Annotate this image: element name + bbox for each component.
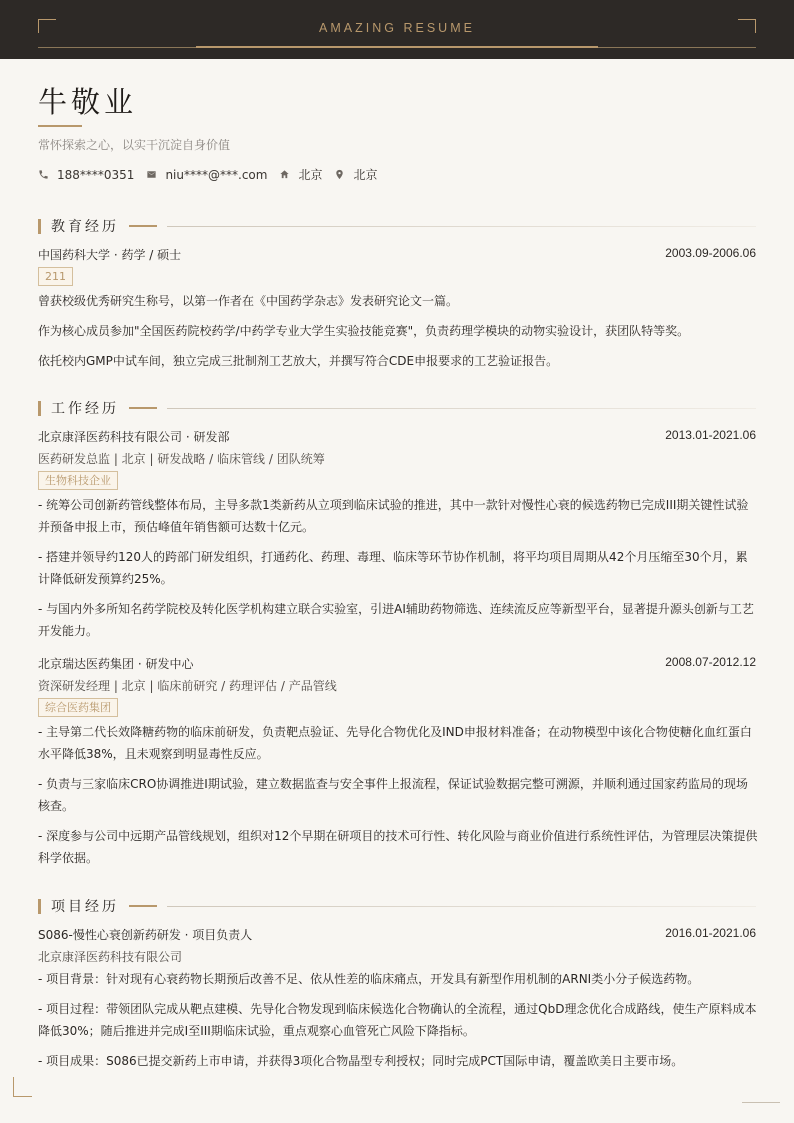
section-education-header <box>38 218 756 234</box>
phone-text: 188****0351 <box>57 167 135 182</box>
education-tag: 211 <box>38 267 73 286</box>
banner-divider-accent <box>196 46 598 48</box>
work-date: 2013.01-2021.06 <box>665 428 756 442</box>
work-position: 资深研发经理 | 北京 | 临床前研究 / 药理评估 / 产品管线 <box>38 679 337 693</box>
contact-phone <box>38 168 134 182</box>
contact-location <box>334 166 377 183</box>
section-accent-line <box>129 905 157 907</box>
education-school: 中国药科大学 · 药学 / 硕士 <box>38 248 182 262</box>
work-tag: 生物科技企业 <box>38 471 118 490</box>
mail-icon <box>146 169 157 180</box>
project-detail: - 项目成果：S086已提交新药上市申请，并获得3项化合物晶型专利授权；同时完成PCT国际申请，覆盖欧美日主要市场。 <box>38 1054 684 1068</box>
education-date: 2003.09-2006.06 <box>665 246 756 260</box>
work-company: 北京康泽医药科技有限公司 · 研发部 <box>38 430 230 444</box>
section-marker <box>38 219 41 234</box>
home-icon <box>279 169 290 180</box>
education-detail: 曾获校级优秀研究生称号，以第一作者在《中国药学杂志》发表研究论文一篇。 <box>38 294 459 308</box>
section-work-header <box>38 400 756 416</box>
section-divider <box>167 906 756 907</box>
section-marker <box>38 899 41 914</box>
contact-info <box>38 166 389 183</box>
section-accent-line <box>129 407 157 409</box>
work-company: 北京瑞达医药集团 · 研发中心 <box>38 657 194 671</box>
work-position: 医药研发总监 | 北京 | 研发战略 / 临床管线 / 团队统筹 <box>38 452 325 466</box>
banner-title: AMAZING RESUME <box>319 21 475 35</box>
work-detail: - 与国内外多所知名药学院校及转化医学机构建立联合实验室，引进AI辅助药物筛选、连续流反应等新型平台，显著提升源头创新与工艺开发能力。 <box>38 602 754 638</box>
work-detail: - 主导第二代长效降糖药物的临床前研发，负责靶点验证、先导化合物优化及IND申报材料准备；在动物模型中该化合物使糖化血红蛋白水平降低38%，且未观察到明显毒性反应。 <box>38 725 752 761</box>
work-detail: - 统筹公司创新药管线整体布局，主导多款1类新药从立项到临床试验的推进，其中一款针对慢性心衰的候选药物已完成III期关键性试验并预备申报上市，预估峰值年销售额可达数十亿元。 <box>38 498 749 534</box>
education-detail: 作为核心成员参加"全国医药院校药学/中药学专业大学生实验技能竞赛"，负责药理学模块的动物实验设计，获团队特等奖。 <box>38 324 690 338</box>
name-underline <box>38 125 82 127</box>
section-title: 教育经历 <box>51 219 119 235</box>
project-detail: - 项目背景：针对现有心衰药物长期预后改善不足、依从性差的临床痛点，开发具有新型作用机制的ARNI类小分子候选药物。 <box>38 972 700 986</box>
section-title: 工作经历 <box>51 401 119 417</box>
section-marker <box>38 401 41 416</box>
candidate-tagline: 常怀探索之心，以实干沉淀自身价值 <box>38 138 231 152</box>
contact-hometown <box>279 166 322 183</box>
header-banner <box>0 0 794 59</box>
work-detail: - 搭建并领导约120人的跨部门研发组织，打通药化、药理、毒理、临床等环节协作机制，将平均项目周期从42个月压缩至30个月，累计降低研发预算约25%。 <box>38 550 748 586</box>
education-detail: 依托校内GMP中试车间，独立完成三批制剂工艺放大，并撰写符合CDE申报要求的工艺验证报告。 <box>38 354 559 368</box>
project-name: S086-慢性心衰创新药研发 · 项目负责人 <box>38 928 253 942</box>
project-detail: - 项目过程：带领团队完成从靶点建模、先导化合物发现到临床候选化合物确认的全流程，通过QbD理念优化合成路线，使生产原料成本降低30%；随后推进并完成I至III期临床试验，重点观察心血管死亡风险下降指标。 <box>38 1002 757 1038</box>
work-detail: - 深度参与公司中远期产品管线规划，组织对12个早期在研项目的技术可行性、转化风险与商业价值进行系统性评估，为管理层决策提供科学依据。 <box>38 829 758 865</box>
section-projects-header <box>38 898 756 914</box>
contact-email <box>146 168 267 182</box>
footer-divider <box>742 1102 780 1103</box>
email-text: niu****@***.com <box>165 167 268 182</box>
section-divider <box>167 408 756 409</box>
location-pin-icon <box>334 169 345 180</box>
project-org: 北京康泽医药科技有限公司 <box>38 950 183 964</box>
section-accent-line <box>129 225 157 227</box>
section-divider <box>167 226 756 227</box>
hometown-text: 北京 <box>298 168 323 182</box>
candidate-name: 牛敬业 <box>38 85 138 119</box>
corner-ornament-bottom-left <box>13 1077 32 1097</box>
project-date: 2016.01-2021.06 <box>665 926 756 940</box>
work-date: 2008.07-2012.12 <box>665 655 756 669</box>
section-title: 项目经历 <box>51 899 119 915</box>
phone-icon <box>38 169 49 180</box>
work-tag: 综合医药集团 <box>38 698 118 717</box>
location-text: 北京 <box>353 168 378 182</box>
work-detail: - 负责与三家临床CRO协调推进I期试验，建立数据监查与安全事件上报流程，保证试验数据完整可溯源，并顺利通过国家药监局的现场核查。 <box>38 777 748 813</box>
